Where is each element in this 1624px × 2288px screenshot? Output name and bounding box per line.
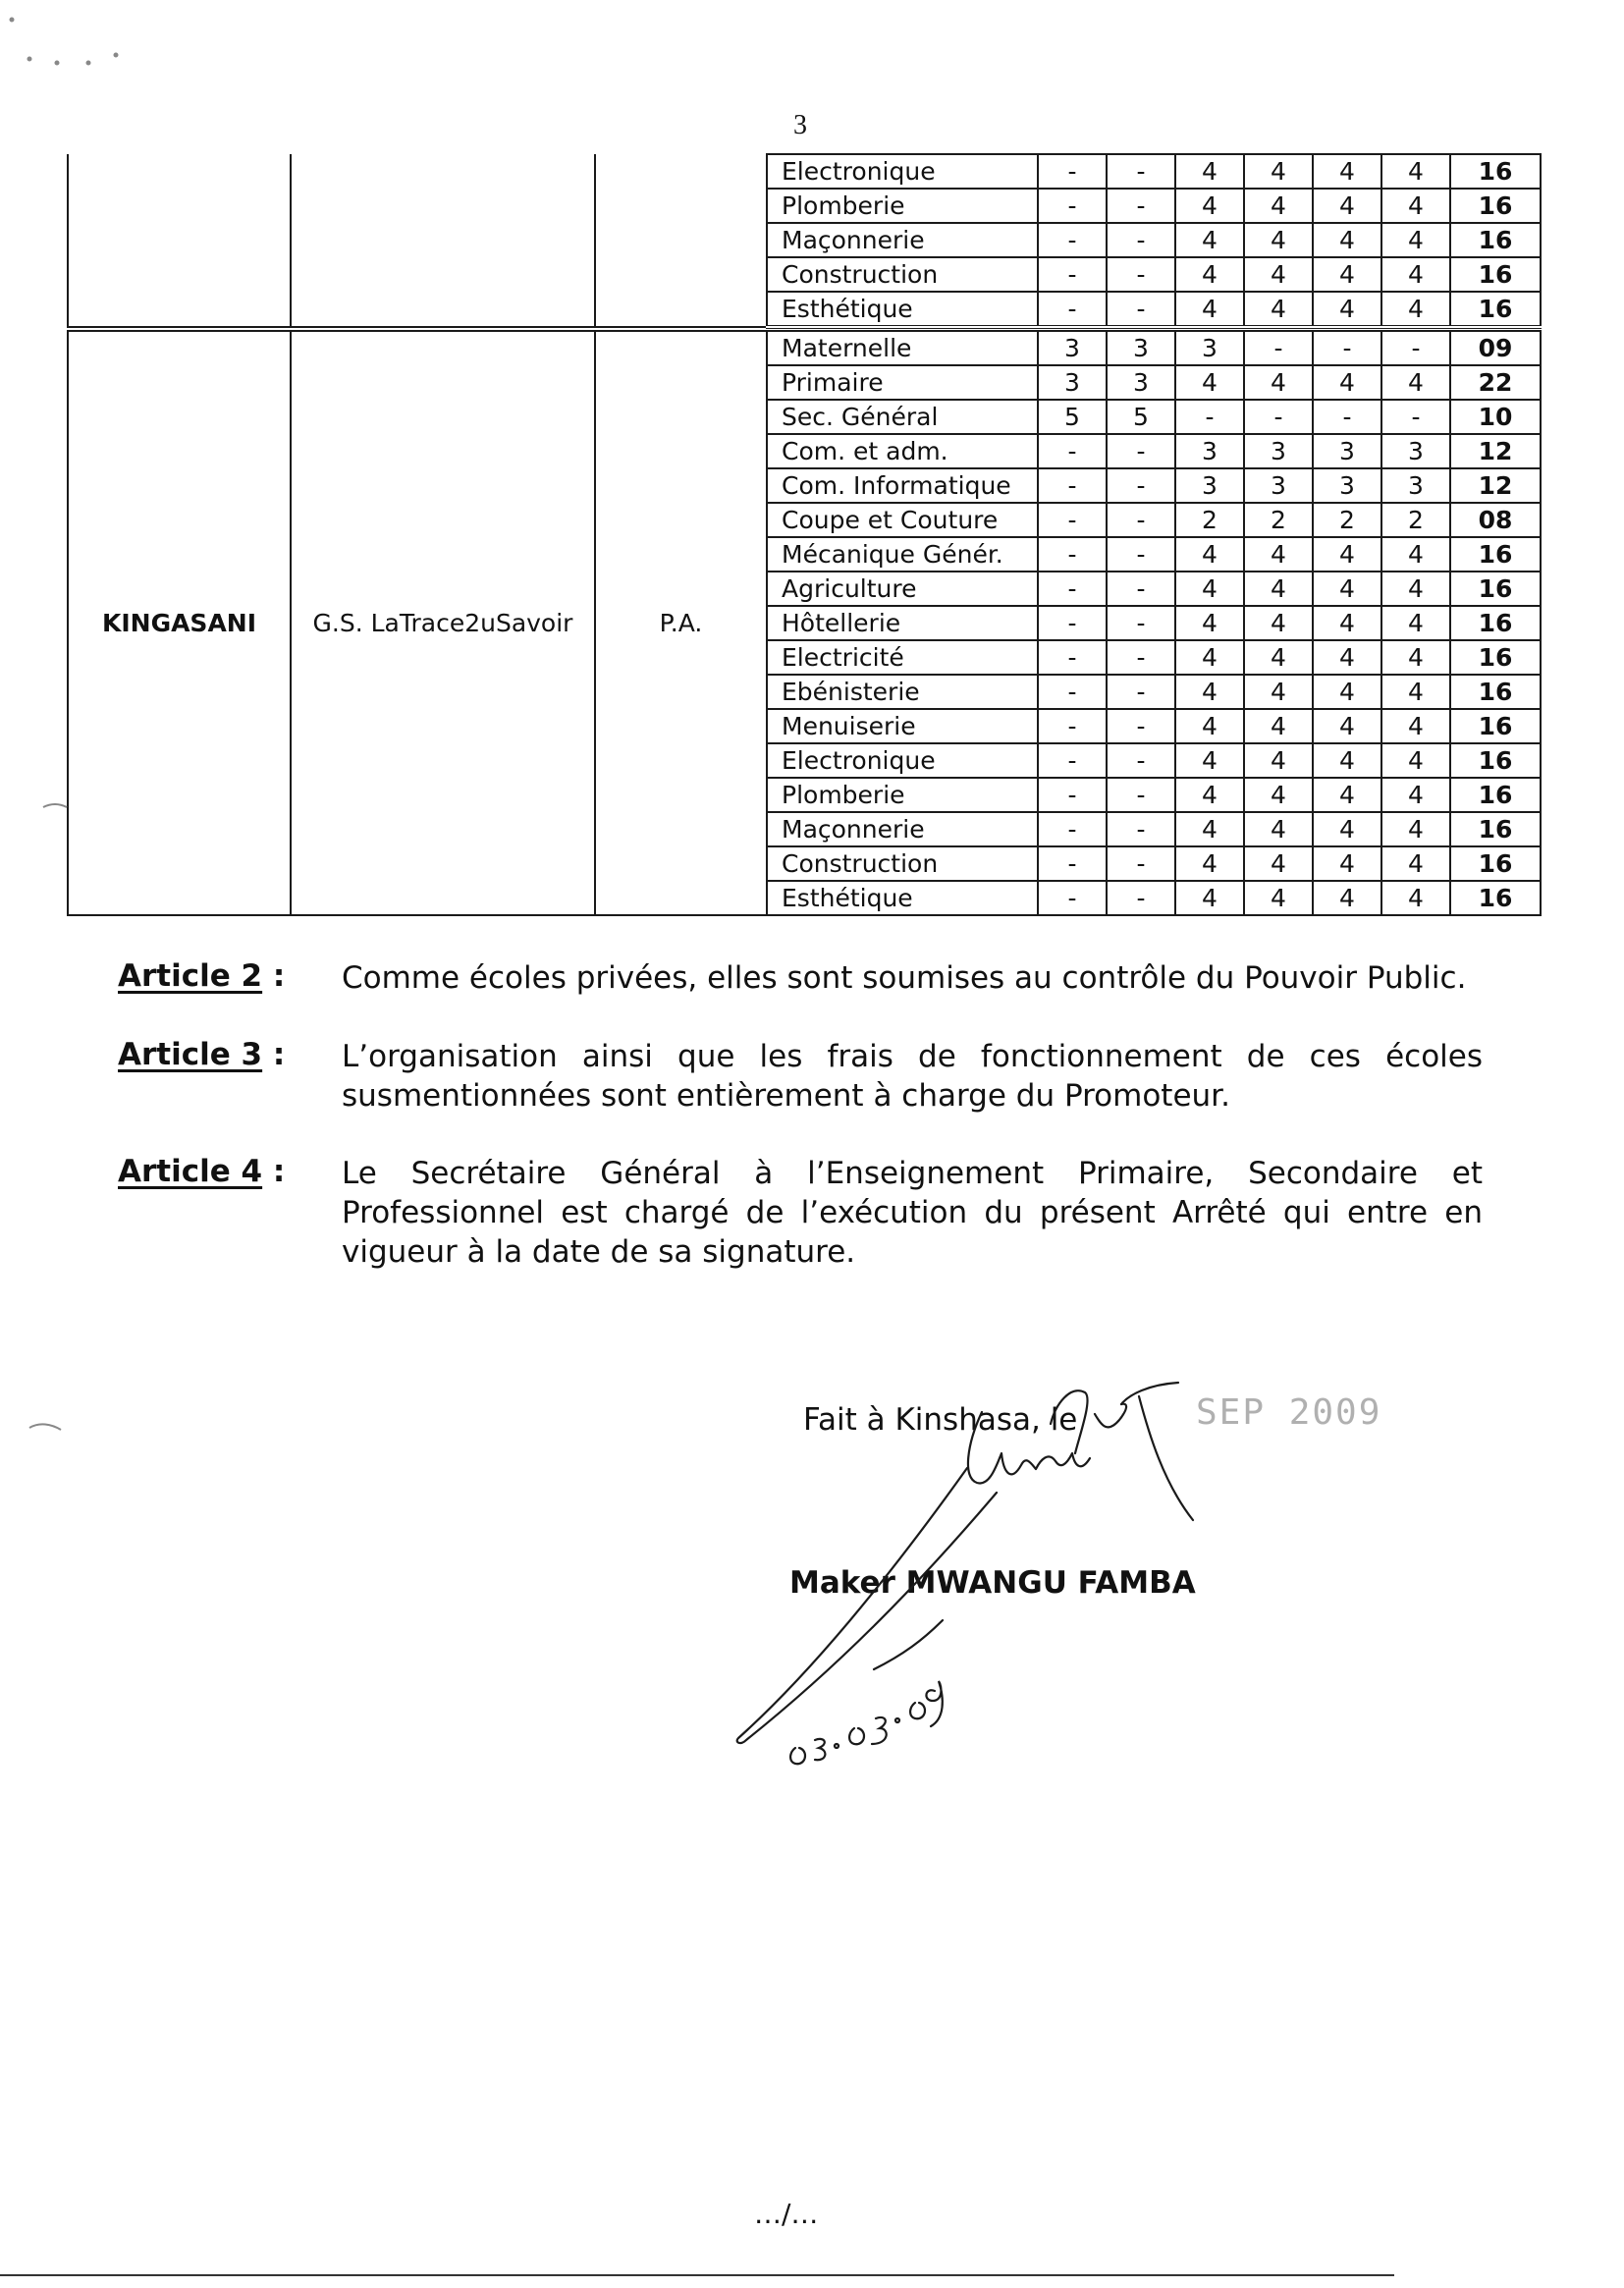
place-and-date: Fait à Kinshasa, le [803, 1402, 1078, 1438]
class-count-cell: 4 [1381, 154, 1450, 189]
commune-cell: KINGASANI [68, 331, 291, 915]
class-count-cell: 4 [1381, 812, 1450, 846]
subject-cell: Electronique [767, 154, 1038, 189]
subject-cell: Esthétique [767, 881, 1038, 915]
class-count-cell: - [1107, 640, 1175, 675]
class-count-cell: - [1038, 189, 1107, 223]
class-count-cell: 4 [1313, 778, 1381, 812]
class-count-cell: 4 [1313, 881, 1381, 915]
class-count-cell: 2 [1175, 503, 1244, 537]
total-cell: 16 [1450, 675, 1541, 709]
class-count-cell: 4 [1381, 365, 1450, 400]
class-count-cell: 4 [1175, 846, 1244, 881]
scan-marks [0, 0, 137, 1473]
class-count-cell: 4 [1175, 572, 1244, 606]
total-cell: 12 [1450, 434, 1541, 468]
class-count-cell: 3 [1175, 434, 1244, 468]
table-row [68, 331, 1541, 365]
class-count-cell: 2 [1244, 503, 1313, 537]
class-count-cell: - [1038, 778, 1107, 812]
class-count-cell: 4 [1175, 292, 1244, 327]
total-cell: 10 [1450, 400, 1541, 434]
class-count-cell: 4 [1381, 675, 1450, 709]
class-count-cell: 4 [1381, 743, 1450, 778]
total-cell: 16 [1450, 572, 1541, 606]
subject-cell: Hôtellerie [767, 606, 1038, 640]
subject-cell: Plomberie [767, 778, 1038, 812]
class-count-cell: 4 [1244, 572, 1313, 606]
class-count-cell: 3 [1175, 468, 1244, 503]
class-count-cell: 4 [1313, 257, 1381, 292]
class-count-cell: 3 [1175, 331, 1244, 365]
class-count-cell: 3 [1244, 434, 1313, 468]
class-count-cell: - [1038, 743, 1107, 778]
class-count-cell: 4 [1381, 881, 1450, 915]
date-stamp: SEP 2009 [1196, 1392, 1382, 1433]
class-count-cell: 4 [1175, 640, 1244, 675]
subject-cell: Maternelle [767, 331, 1038, 365]
subject-cell: Coupe et Couture [767, 503, 1038, 537]
class-count-cell: 4 [1381, 778, 1450, 812]
total-cell: 16 [1450, 846, 1541, 881]
class-count-cell: - [1107, 223, 1175, 257]
class-count-cell: 3 [1107, 365, 1175, 400]
subject-cell: Menuiserie [767, 709, 1038, 743]
class-count-cell: 4 [1175, 812, 1244, 846]
class-count-cell: - [1038, 292, 1107, 327]
class-count-cell: 4 [1381, 189, 1450, 223]
total-cell: 16 [1450, 223, 1541, 257]
class-count-cell: - [1175, 400, 1244, 434]
total-cell: 16 [1450, 537, 1541, 572]
total-cell: 16 [1450, 812, 1541, 846]
class-count-cell: - [1107, 434, 1175, 468]
subject-cell: Maçonnerie [767, 812, 1038, 846]
class-count-cell: 2 [1313, 503, 1381, 537]
total-cell: 16 [1450, 881, 1541, 915]
class-count-cell: 4 [1244, 189, 1313, 223]
article-4-text: Le Secrétaire Général à l’Enseignement Primaire, Secondaire et Professionnel est chargé de l’exécution du présent Arrêté qui entre en vigueur à la date de sa signature. [342, 1156, 1483, 1270]
class-count-cell: 4 [1175, 606, 1244, 640]
class-count-cell: 4 [1175, 223, 1244, 257]
class-count-cell: 4 [1381, 223, 1450, 257]
class-count-cell: - [1107, 189, 1175, 223]
class-count-cell: 5 [1107, 400, 1175, 434]
class-count-cell: - [1107, 606, 1175, 640]
class-count-cell: - [1107, 675, 1175, 709]
class-count-cell: 3 [1038, 365, 1107, 400]
class-count-cell: 3 [1313, 434, 1381, 468]
class-count-cell: 4 [1175, 189, 1244, 223]
class-count-cell: - [1038, 572, 1107, 606]
class-count-cell: 2 [1381, 503, 1450, 537]
class-count-cell: 4 [1313, 537, 1381, 572]
class-count-cell: 4 [1175, 675, 1244, 709]
empty-merged-cell [595, 154, 767, 327]
class-count-cell: - [1107, 709, 1175, 743]
class-count-cell: 4 [1175, 537, 1244, 572]
class-count-cell: 4 [1313, 606, 1381, 640]
total-cell: 08 [1450, 503, 1541, 537]
class-count-cell: 4 [1175, 709, 1244, 743]
page-continuation: …/… [754, 2198, 819, 2230]
class-count-cell: - [1107, 743, 1175, 778]
total-cell: 16 [1450, 189, 1541, 223]
class-count-cell: 4 [1313, 743, 1381, 778]
total-cell: 16 [1450, 743, 1541, 778]
class-count-cell: - [1107, 292, 1175, 327]
scan-bottom-edge [0, 2274, 1394, 2276]
class-count-cell: 4 [1244, 606, 1313, 640]
class-count-cell: - [1244, 331, 1313, 365]
class-count-cell: 4 [1175, 778, 1244, 812]
table-row [68, 154, 1541, 189]
article-4-label: Article 4 : [118, 1154, 286, 1189]
class-count-cell: 4 [1381, 572, 1450, 606]
table-body-top [68, 154, 1541, 327]
class-count-cell: 4 [1313, 365, 1381, 400]
class-count-cell: 3 [1107, 331, 1175, 365]
class-count-cell: 4 [1381, 257, 1450, 292]
subject-cell: Esthétique [767, 292, 1038, 327]
class-count-cell: - [1107, 154, 1175, 189]
class-count-cell: - [1107, 468, 1175, 503]
class-count-cell: 4 [1244, 365, 1313, 400]
subject-cell: Construction [767, 257, 1038, 292]
class-count-cell: 4 [1175, 257, 1244, 292]
total-cell: 22 [1450, 365, 1541, 400]
class-count-cell: 4 [1244, 292, 1313, 327]
class-count-cell: - [1107, 846, 1175, 881]
class-count-cell: 3 [1313, 468, 1381, 503]
article-3-text: L’organisation ainsi que les frais de fonctionnement de ces écoles susmentionnées sont entièrement à charge du Promoteur. [342, 1039, 1483, 1114]
class-count-cell: - [1107, 503, 1175, 537]
class-count-cell: - [1381, 331, 1450, 365]
subject-cell: Ebénisterie [767, 675, 1038, 709]
total-cell: 16 [1450, 640, 1541, 675]
handwritten-date-strokes [790, 1681, 943, 1764]
handwritten-signature [717, 1375, 1424, 1787]
schools-table-kingasani [67, 330, 1540, 916]
total-cell: 16 [1450, 709, 1541, 743]
school-name-cell: G.S. LaTrace2uSavoir [291, 331, 595, 915]
class-count-cell: 4 [1313, 709, 1381, 743]
class-count-cell: - [1038, 640, 1107, 675]
class-count-cell: 4 [1313, 640, 1381, 675]
class-count-cell: 4 [1313, 572, 1381, 606]
total-cell: 16 [1450, 292, 1541, 327]
class-count-cell: - [1244, 400, 1313, 434]
class-count-cell: 4 [1313, 189, 1381, 223]
signature-strokes [737, 1383, 1193, 1743]
class-count-cell: 4 [1381, 846, 1450, 881]
class-count-cell: 4 [1175, 154, 1244, 189]
class-count-cell: 4 [1313, 675, 1381, 709]
class-count-cell: 3 [1381, 468, 1450, 503]
class-count-cell: - [1038, 468, 1107, 503]
subject-cell: Electricité [767, 640, 1038, 675]
class-count-cell: 4 [1244, 640, 1313, 675]
class-count-cell: 4 [1244, 743, 1313, 778]
subject-cell: Com. Informatique [767, 468, 1038, 503]
subject-cell: Mécanique Génér. [767, 537, 1038, 572]
total-cell: 16 [1450, 257, 1541, 292]
class-count-cell: - [1038, 503, 1107, 537]
class-count-cell: - [1038, 675, 1107, 709]
subject-cell: Electronique [767, 743, 1038, 778]
total-cell: 12 [1450, 468, 1541, 503]
article-2-text: Comme écoles privées, elles sont soumises au contrôle du Pouvoir Public. [342, 960, 1467, 996]
subject-cell: Maçonnerie [767, 223, 1038, 257]
class-count-cell: 4 [1381, 640, 1450, 675]
class-count-cell: 5 [1038, 400, 1107, 434]
class-count-cell: 4 [1381, 537, 1450, 572]
class-count-cell: 4 [1381, 292, 1450, 327]
class-count-cell: 4 [1313, 812, 1381, 846]
article-2-label: Article 2 : [118, 958, 286, 994]
class-count-cell: - [1038, 434, 1107, 468]
class-count-cell: - [1038, 154, 1107, 189]
class-count-cell: - [1038, 709, 1107, 743]
class-count-cell: 4 [1244, 154, 1313, 189]
class-count-cell: 3 [1381, 434, 1450, 468]
class-count-cell: - [1107, 572, 1175, 606]
class-count-cell: - [1038, 846, 1107, 881]
class-count-cell: 4 [1244, 846, 1313, 881]
class-count-cell: 4 [1381, 606, 1450, 640]
empty-merged-cell [291, 154, 595, 327]
table-body-bottom [68, 331, 1541, 915]
class-count-cell: 4 [1313, 846, 1381, 881]
class-count-cell: - [1107, 778, 1175, 812]
class-count-cell: 4 [1175, 365, 1244, 400]
article-3-label: Article 3 : [118, 1037, 286, 1072]
class-count-cell: - [1107, 537, 1175, 572]
total-cell: 16 [1450, 154, 1541, 189]
subject-cell: Com. et adm. [767, 434, 1038, 468]
class-count-cell: - [1313, 400, 1381, 434]
class-count-cell: - [1381, 400, 1450, 434]
schools-table-continuation [67, 153, 1540, 329]
signatory-name: Maker MWANGU FAMBA [789, 1565, 1196, 1601]
class-count-cell: - [1038, 881, 1107, 915]
total-cell: 16 [1450, 606, 1541, 640]
class-count-cell: 4 [1244, 223, 1313, 257]
class-count-cell: 4 [1244, 709, 1313, 743]
class-count-cell: 4 [1313, 154, 1381, 189]
class-count-cell: 3 [1038, 331, 1107, 365]
class-count-cell: 4 [1175, 881, 1244, 915]
class-count-cell: 4 [1244, 675, 1313, 709]
regime-cell: P.A. [595, 331, 767, 915]
subject-cell: Primaire [767, 365, 1038, 400]
page-number: 3 [793, 110, 807, 140]
subject-cell: Agriculture [767, 572, 1038, 606]
class-count-cell: 4 [1244, 257, 1313, 292]
class-count-cell: 3 [1244, 468, 1313, 503]
class-count-cell: - [1107, 812, 1175, 846]
class-count-cell: - [1038, 257, 1107, 292]
class-count-cell: - [1313, 331, 1381, 365]
class-count-cell: 4 [1381, 709, 1450, 743]
class-count-cell: - [1107, 881, 1175, 915]
class-count-cell: - [1038, 223, 1107, 257]
class-count-cell: 4 [1175, 743, 1244, 778]
subject-cell: Plomberie [767, 189, 1038, 223]
class-count-cell: 4 [1244, 537, 1313, 572]
class-count-cell: 4 [1244, 778, 1313, 812]
subject-cell: Sec. Général [767, 400, 1038, 434]
subject-cell: Construction [767, 846, 1038, 881]
class-count-cell: - [1038, 812, 1107, 846]
class-count-cell: - [1038, 606, 1107, 640]
class-count-cell: - [1107, 257, 1175, 292]
class-count-cell: 4 [1244, 881, 1313, 915]
class-count-cell: 4 [1244, 812, 1313, 846]
class-count-cell: 4 [1313, 292, 1381, 327]
total-cell: 16 [1450, 778, 1541, 812]
class-count-cell: 4 [1313, 223, 1381, 257]
total-cell: 09 [1450, 331, 1541, 365]
class-count-cell: - [1038, 537, 1107, 572]
